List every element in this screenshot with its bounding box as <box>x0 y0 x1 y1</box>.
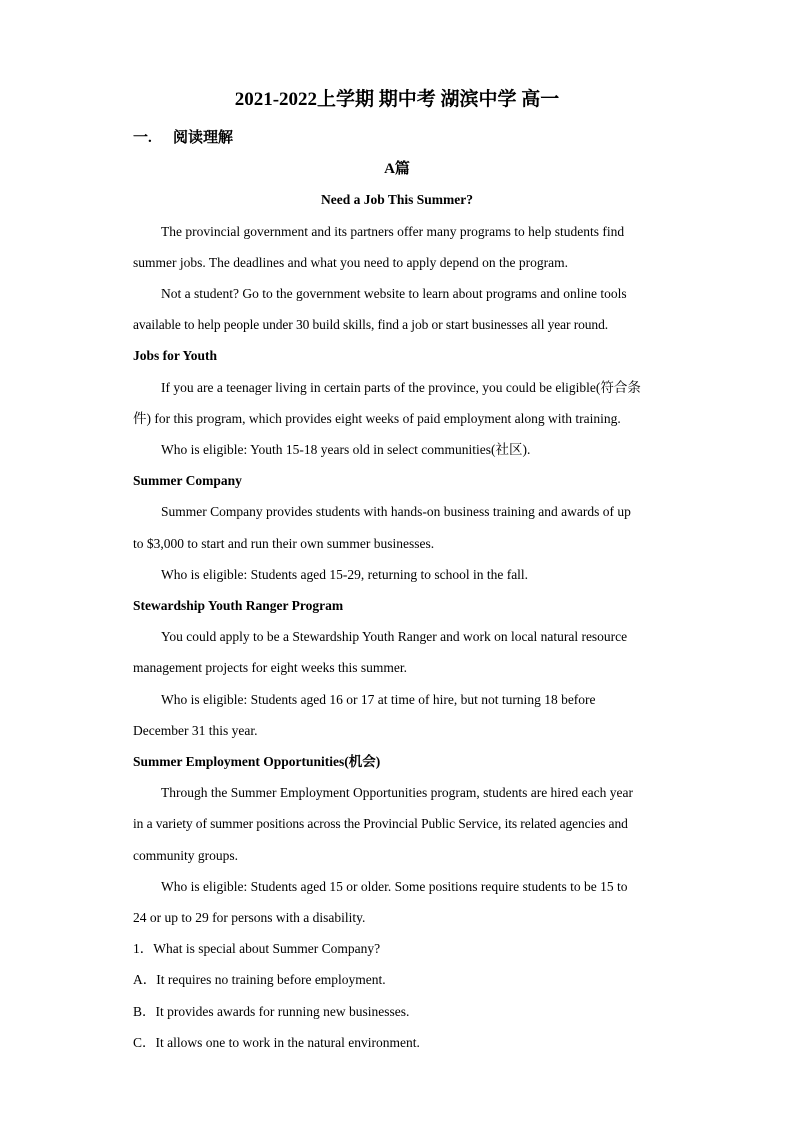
program-desc-line: 件) for this program, which provides eight weeks of paid employment along with training. <box>133 411 621 426</box>
program-desc-line: in a variety of summer positions across the Provincial Public Service, its related agencies and <box>133 816 628 831</box>
question-stem: 1．What is special about Summer Company? <box>133 941 381 956</box>
exam-title: 2021-2022上学期 期中考 湖滨中学 高一 <box>234 89 560 110</box>
passage-label: A篇 <box>384 161 410 177</box>
program-desc-line: community groups. <box>133 848 238 863</box>
program-eligibility-line: 24 or up to 29 for persons with a disability. <box>133 910 366 925</box>
program-eligibility-line: Who is eligible: Students aged 15 or older. Some positions require students to be 15 to <box>161 879 628 894</box>
program-desc-line: management projects for eight weeks this summer. <box>133 660 408 675</box>
answer-option-a: A．It requires no training before employment. <box>133 972 386 987</box>
program-heading-summer-employment-opportunities: Summer Employment Opportunities(机会) <box>133 754 381 769</box>
intro-paragraph-2-line-2: available to help people under 30 build skills, find a job or start businesses all year round. <box>133 317 608 332</box>
program-desc-line: to $3,000 to start and run their own summer businesses. <box>133 536 435 551</box>
program-eligibility-line: Who is eligible: Students aged 15-29, returning to school in the fall. <box>161 567 529 582</box>
section-number: 一. <box>133 130 152 146</box>
program-heading-stewardship-youth-ranger: Stewardship Youth Ranger Program <box>133 598 344 613</box>
program-eligibility-line: Who is eligible: Youth 15-18 years old in select communities(社区). <box>161 442 531 457</box>
program-desc-line: Summer Company provides students with hands-on business training and awards of up <box>161 504 631 519</box>
answer-option-c: C．It allows one to work in the natural environment. <box>133 1035 420 1050</box>
program-desc-line: Through the Summer Employment Opportunities program, students are hired each year <box>161 785 633 800</box>
answer-option-b: B．It provides awards for running new businesses. <box>133 1004 410 1019</box>
section-label: 阅读理解 <box>173 130 234 146</box>
program-eligibility-line: December 31 this year. <box>133 723 258 738</box>
program-desc-line: If you are a teenager living in certain parts of the province, you could be eligible(符合条 <box>161 380 641 395</box>
program-eligibility-line: Who is eligible: Students aged 16 or 17 at time of hire, but not turning 18 before <box>161 692 596 707</box>
program-desc-line: You could apply to be a Stewardship Youth Ranger and work on local natural resource <box>161 629 628 644</box>
program-heading-jobs-for-youth: Jobs for Youth <box>133 348 218 363</box>
passage-title: Need a Job This Summer? <box>320 192 473 207</box>
program-heading-summer-company: Summer Company <box>133 473 242 488</box>
intro-paragraph-2-line-1: Not a student? Go to the government website to learn about programs and online tools <box>161 286 627 301</box>
intro-paragraph-1-line-2: summer jobs. The deadlines and what you need to apply depend on the program. <box>133 255 569 270</box>
section-heading <box>133 129 233 147</box>
intro-paragraph-1-line-1: The provincial government and its partners offer many programs to help students find <box>161 224 625 239</box>
